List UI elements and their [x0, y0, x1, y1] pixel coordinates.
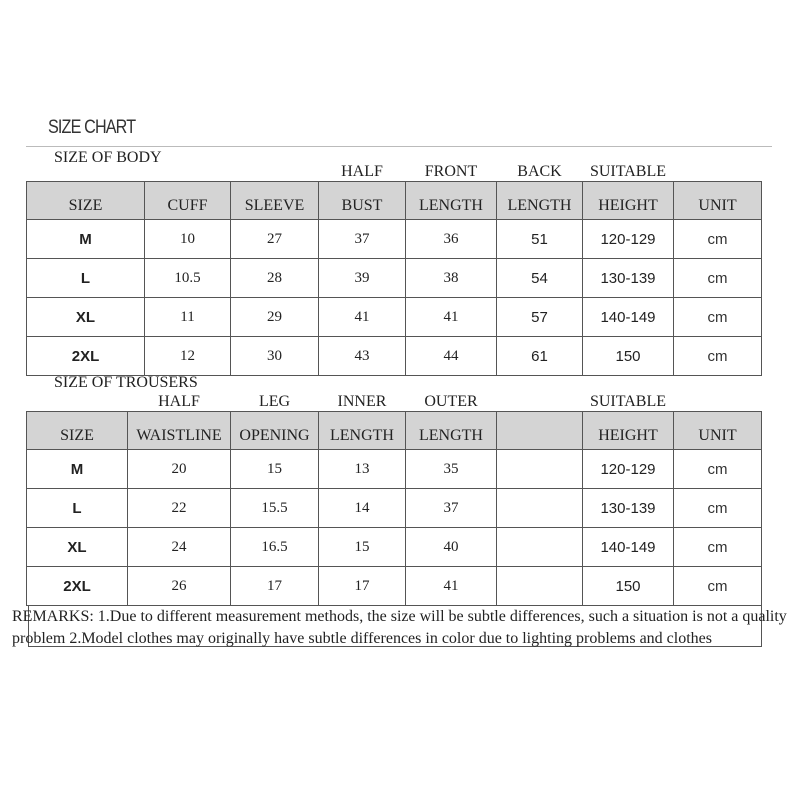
body-header-top: FRONT	[424, 163, 478, 180]
body-size-cell: XL	[27, 298, 145, 337]
trousers-value-cell: 150	[583, 567, 674, 606]
trousers-header-label: WAISTLINE	[136, 427, 222, 444]
page-title: SIZE CHART	[48, 117, 136, 138]
trousers-header-cell	[319, 393, 406, 450]
body-header-label: BUST	[341, 197, 383, 214]
body-header-label: HEIGHT	[598, 197, 658, 214]
trousers-value-cell: 26	[128, 567, 231, 606]
trousers-header-cell	[497, 412, 583, 450]
body-section-label: SIZE OF BODY	[54, 149, 162, 166]
trousers-header-label: UNIT	[698, 427, 737, 444]
trousers-value-cell: 35	[406, 450, 497, 489]
trousers-header-label: SIZE	[60, 427, 94, 444]
trousers-value-cell: 37	[406, 489, 497, 528]
remarks-text: REMARKS: 1.Due to different measurement methods, the size will be subtle differences, such a situation is not a quality problem 2.Model clothes may originally have subtle differences in color due to lighting problems and clothes	[12, 608, 787, 647]
body-value-cell: 10.5	[145, 259, 231, 298]
body-value-cell: 29	[231, 298, 319, 337]
trousers-value-cell: 140-149	[583, 528, 674, 567]
body-value-cell: 54	[497, 259, 583, 298]
trousers-header-row	[27, 412, 762, 450]
trousers-value-cell	[497, 528, 583, 567]
body-header-cell	[319, 163, 406, 220]
body-header-label: CUFF	[167, 197, 208, 214]
trousers-table-row	[27, 528, 762, 567]
trousers-header-cell	[406, 393, 497, 450]
trousers-value-cell	[497, 567, 583, 606]
body-header-cell	[497, 163, 583, 220]
body-size-table	[26, 163, 762, 376]
body-value-cell: 28	[231, 259, 319, 298]
body-header-top: HALF	[341, 163, 383, 180]
trousers-header-top: HALF	[158, 393, 200, 410]
body-table-row	[27, 259, 762, 298]
trousers-value-cell: 13	[319, 450, 406, 489]
body-header-label: LENGTH	[419, 197, 483, 214]
body-value-cell: 10	[145, 220, 231, 259]
body-unit-cell: cm	[674, 298, 762, 337]
trousers-header-cell	[27, 412, 128, 450]
body-header-row	[27, 182, 762, 220]
body-value-cell: 51	[497, 220, 583, 259]
trousers-value-cell: 15	[231, 450, 319, 489]
trousers-value-cell: 17	[319, 567, 406, 606]
trousers-table-row	[27, 450, 762, 489]
trousers-table-row	[27, 489, 762, 528]
trousers-unit-cell: cm	[674, 450, 762, 489]
body-value-cell: 12	[145, 337, 231, 376]
body-table-row	[27, 220, 762, 259]
trousers-size-cell: 2XL	[27, 567, 128, 606]
body-value-cell: 130-139	[583, 259, 674, 298]
body-header-cell	[145, 182, 231, 220]
body-header-cell	[583, 163, 674, 220]
body-header-cell	[674, 182, 762, 220]
trousers-unit-cell: cm	[674, 489, 762, 528]
body-value-cell: 11	[145, 298, 231, 337]
trousers-header-label: OPENING	[239, 427, 310, 444]
body-header-label: SIZE	[68, 197, 103, 214]
trousers-header-cell	[231, 393, 319, 450]
trousers-value-cell: 14	[319, 489, 406, 528]
body-header-cell	[406, 163, 497, 220]
body-header-top: BACK	[517, 163, 562, 180]
trousers-header-cell	[674, 412, 762, 450]
body-table-row	[27, 298, 762, 337]
trousers-unit-cell: cm	[674, 528, 762, 567]
trousers-table-row	[27, 567, 762, 606]
trousers-header-label: LENGTH	[330, 427, 394, 444]
trousers-header-label: HEIGHT	[598, 427, 658, 444]
trousers-header-top: LEG	[258, 393, 291, 410]
body-value-cell: 44	[406, 337, 497, 376]
trousers-header-cell	[128, 393, 231, 450]
trousers-value-cell: 41	[406, 567, 497, 606]
body-value-cell: 41	[319, 298, 406, 337]
trousers-size-cell: L	[27, 489, 128, 528]
body-header-cell	[27, 182, 145, 220]
title-divider	[26, 146, 772, 147]
body-value-cell: 38	[406, 259, 497, 298]
body-value-cell: 39	[319, 259, 406, 298]
body-unit-cell: cm	[674, 220, 762, 259]
trousers-value-cell: 130-139	[583, 489, 674, 528]
trousers-value-cell: 120-129	[583, 450, 674, 489]
trousers-unit-cell: cm	[674, 567, 762, 606]
body-header-label: UNIT	[698, 197, 737, 214]
body-value-cell: 61	[497, 337, 583, 376]
trousers-header-top: INNER	[337, 393, 387, 410]
trousers-size-cell: XL	[27, 528, 128, 567]
body-unit-cell: cm	[674, 259, 762, 298]
trousers-value-cell: 17	[231, 567, 319, 606]
body-value-cell: 27	[231, 220, 319, 259]
trousers-value-cell	[497, 489, 583, 528]
trousers-size-table	[26, 393, 762, 606]
trousers-header-label: LENGTH	[419, 427, 483, 444]
body-value-cell: 30	[231, 337, 319, 376]
trousers-value-cell: 20	[128, 450, 231, 489]
body-header-label: SLEEVE	[244, 197, 305, 214]
body-header-label: LENGTH	[507, 197, 572, 214]
trousers-value-cell: 15.5	[231, 489, 319, 528]
trousers-section-label: SIZE OF TROUSERS	[54, 374, 198, 391]
body-value-cell: 37	[319, 220, 406, 259]
body-header-top: SUITABLE	[589, 163, 667, 180]
trousers-header-cell	[583, 393, 674, 450]
body-value-cell: 41	[406, 298, 497, 337]
body-value-cell: 120-129	[583, 220, 674, 259]
trousers-value-cell: 22	[128, 489, 231, 528]
trousers-value-cell	[497, 450, 583, 489]
trousers-value-cell: 16.5	[231, 528, 319, 567]
body-unit-cell: cm	[674, 337, 762, 376]
body-value-cell: 43	[319, 337, 406, 376]
body-value-cell: 36	[406, 220, 497, 259]
trousers-value-cell: 15	[319, 528, 406, 567]
body-size-cell: 2XL	[27, 337, 145, 376]
body-header-cell	[231, 182, 319, 220]
body-table-row	[27, 337, 762, 376]
trousers-header-top: OUTER	[424, 393, 478, 410]
body-value-cell: 57	[497, 298, 583, 337]
body-value-cell: 150	[583, 337, 674, 376]
body-value-cell: 140-149	[583, 298, 674, 337]
trousers-header-top: SUITABLE	[589, 393, 667, 410]
trousers-value-cell: 40	[406, 528, 497, 567]
trousers-size-cell: M	[27, 450, 128, 489]
body-size-cell: L	[27, 259, 145, 298]
body-size-cell: M	[27, 220, 145, 259]
trousers-value-cell: 24	[128, 528, 231, 567]
